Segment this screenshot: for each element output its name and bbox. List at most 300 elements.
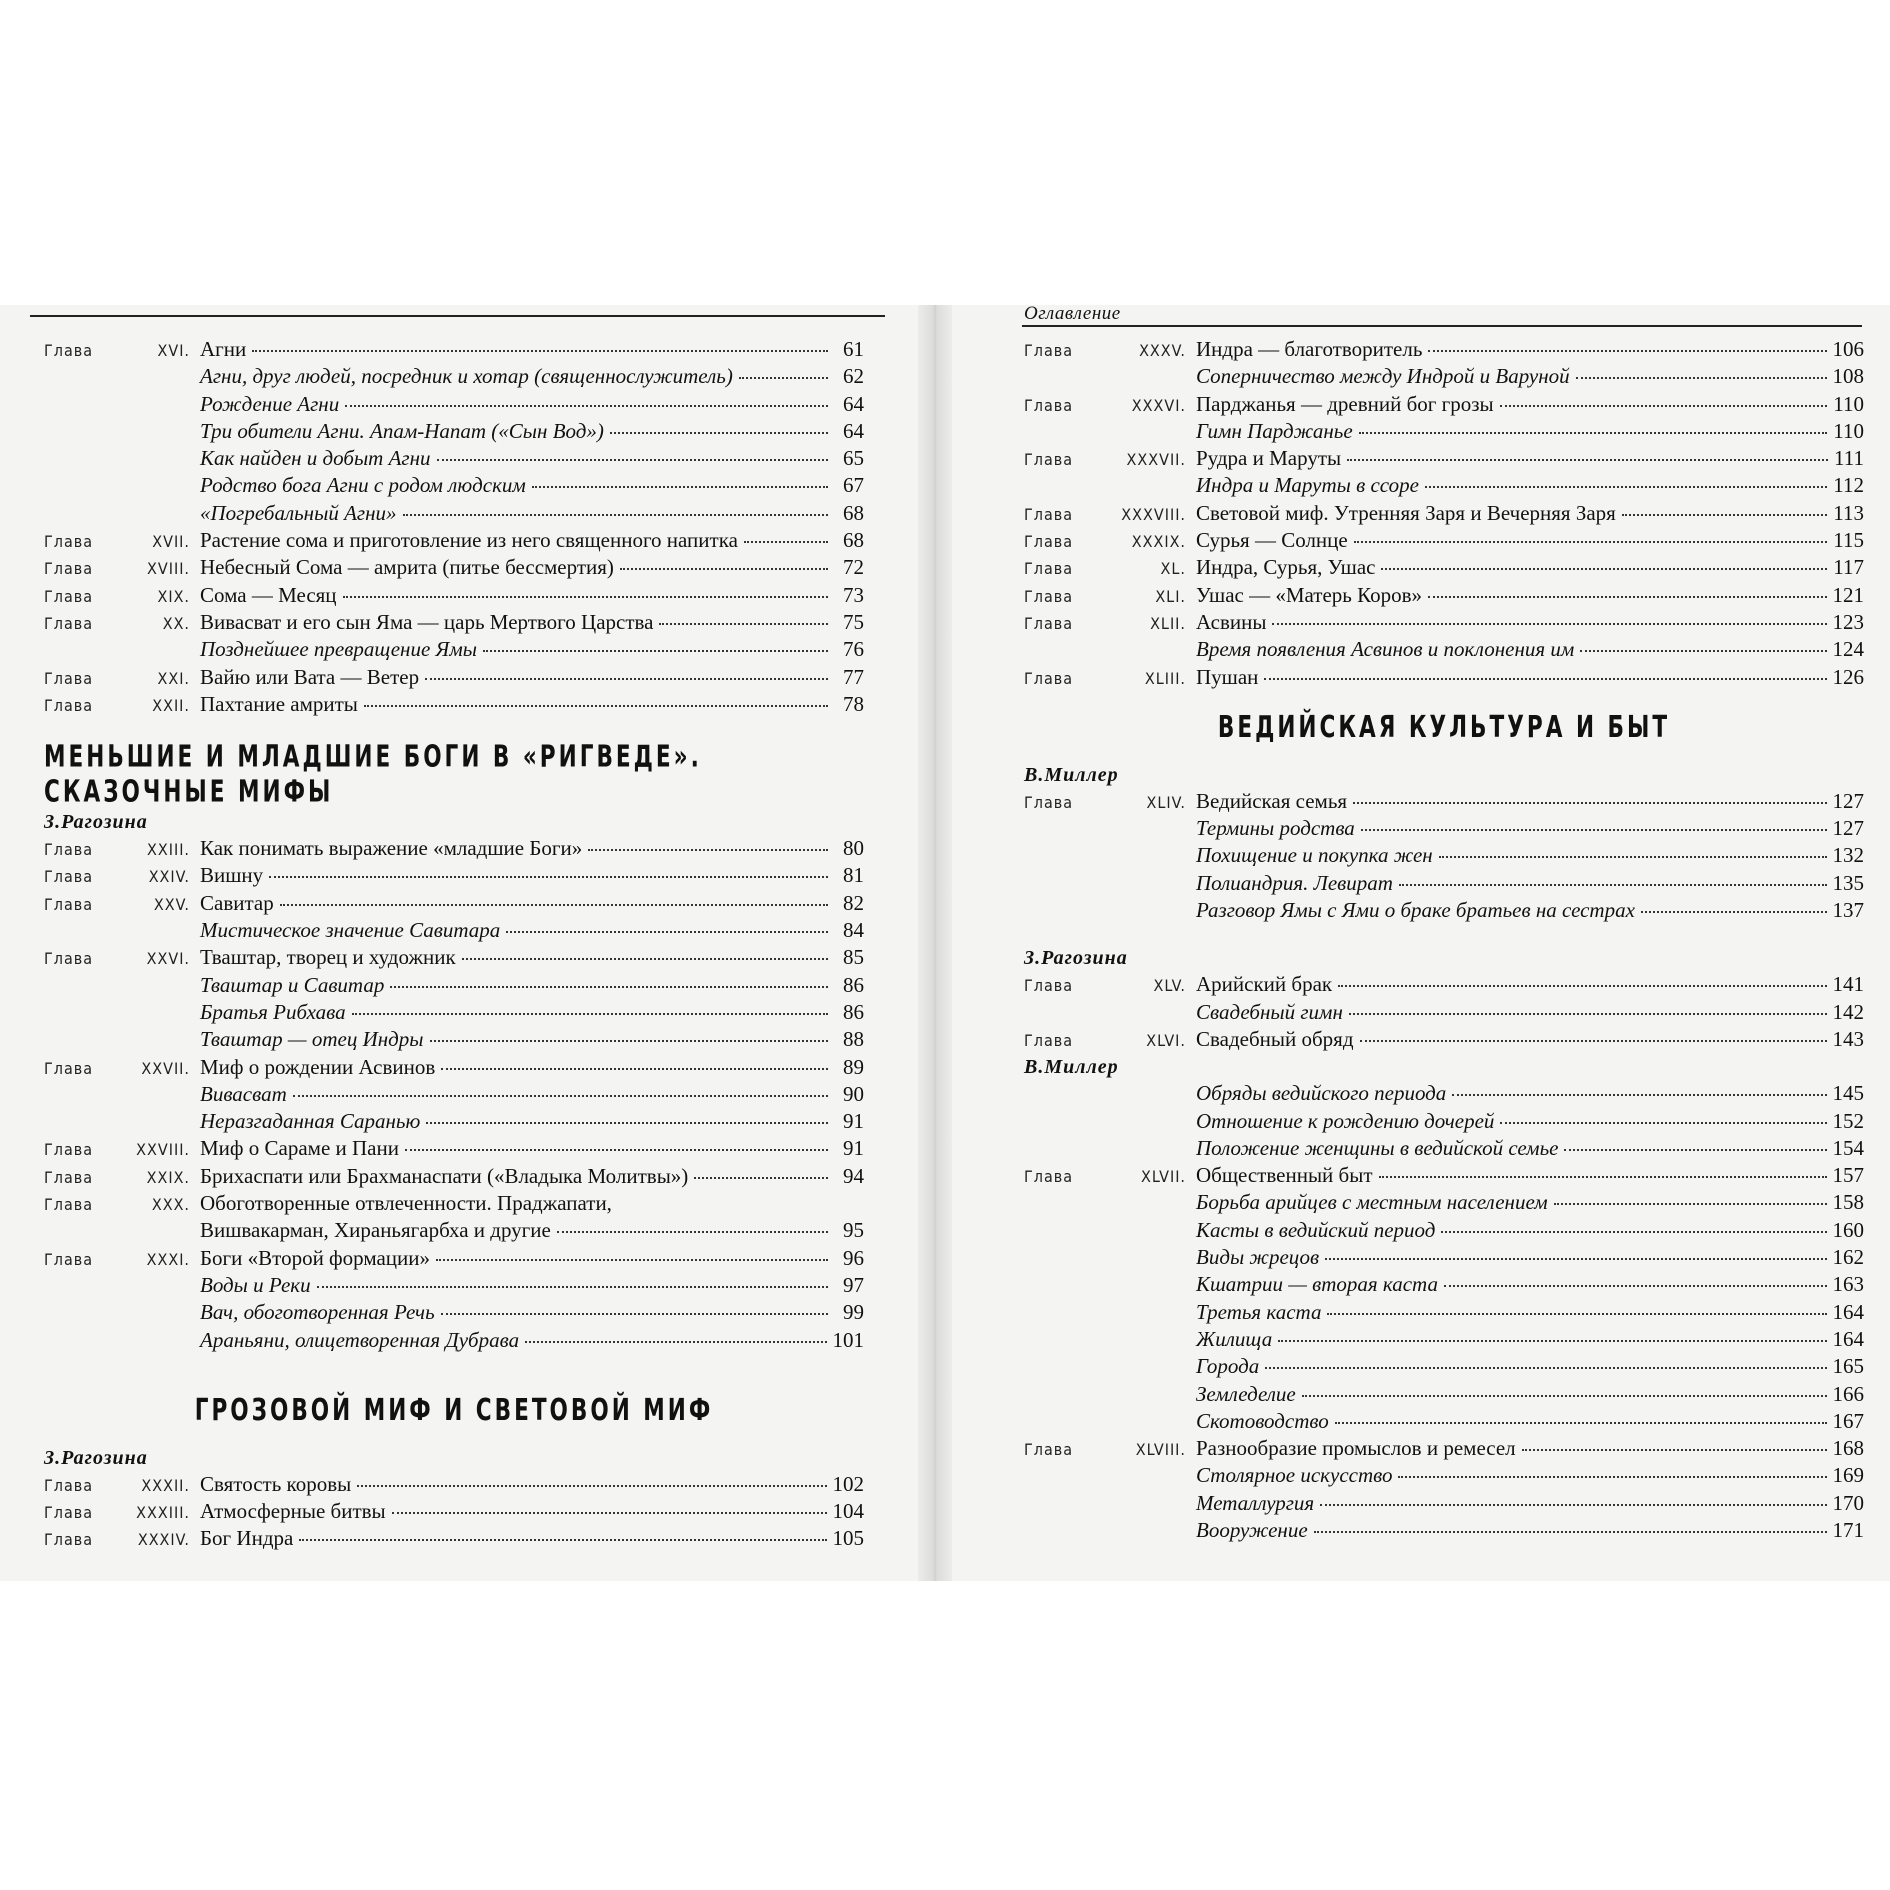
dot-leader — [557, 1231, 828, 1233]
page-number: 85 — [843, 945, 864, 970]
left-page — [0, 305, 918, 1581]
dot-leader — [426, 1122, 828, 1124]
dot-leader — [1522, 1449, 1827, 1451]
page-number: 64 — [843, 391, 864, 416]
chapter-number: XLV. — [1153, 976, 1186, 996]
entry-title: Бог Индра — [200, 1526, 294, 1551]
entry-title: Растение сома и приготовление из него священного напитка — [200, 528, 738, 553]
page-number: 165 — [1832, 1354, 1864, 1379]
entry-title: Индра — благотворитель — [1196, 337, 1423, 361]
dot-leader — [1314, 1531, 1827, 1533]
chapter-label: Глава — [44, 867, 94, 887]
dot-leader — [357, 1485, 826, 1487]
table-of-contents-left — [44, 337, 864, 1554]
dot-leader — [1564, 1149, 1826, 1151]
chapter-row — [44, 1499, 864, 1526]
spacer — [1024, 925, 1864, 945]
dot-leader — [1359, 432, 1828, 434]
page-number: 170 — [1832, 1490, 1864, 1515]
chapter-row — [1024, 528, 1864, 555]
entry-title: Сома — Месяц — [200, 582, 337, 607]
dot-leader — [1347, 459, 1828, 461]
subsection-row — [1024, 816, 1864, 843]
chapter-label: Глава — [1024, 504, 1074, 524]
chapter-number: XXXVIII. — [1121, 504, 1186, 524]
page-number: 95 — [843, 1218, 864, 1243]
dot-leader — [403, 514, 828, 516]
subsection-row — [1024, 1190, 1864, 1217]
author-name: З.Рагозина — [44, 1446, 148, 1469]
dot-leader — [1327, 1313, 1826, 1315]
page-number: 81 — [843, 863, 864, 888]
chapter-row — [44, 555, 864, 582]
page-number: 104 — [832, 1499, 864, 1524]
chapter-label: Глава — [44, 613, 94, 633]
dot-leader — [532, 486, 828, 488]
subsection-row — [1024, 364, 1864, 391]
dot-leader — [659, 623, 828, 625]
chapter-number: XLII. — [1150, 613, 1186, 633]
page-number: 64 — [843, 418, 864, 443]
chapter-row — [44, 1055, 864, 1082]
page-number: 158 — [1832, 1190, 1864, 1215]
chapter-number: XXVIII. — [136, 1140, 190, 1160]
page-number: 88 — [843, 1027, 864, 1052]
entry-title: Тваштар и Савитар — [200, 972, 385, 997]
dot-leader — [1325, 1258, 1826, 1260]
page-number: 168 — [1832, 1436, 1864, 1461]
dot-leader — [1576, 377, 1827, 379]
entry-title: Вайю или Вата — Ветер — [200, 664, 420, 689]
entry-title: Обоготворенные отвлеченности. Праджапати, — [200, 1191, 612, 1216]
dot-leader — [1554, 1203, 1827, 1205]
entry-title: Братья Рибхава — [200, 999, 346, 1024]
chapter-label: Глава — [1024, 395, 1074, 415]
chapter-number: XLIII. — [1144, 668, 1186, 688]
subsection-row — [1024, 1136, 1864, 1163]
entry-title: Агни — [200, 337, 247, 361]
chapter-row — [1024, 583, 1864, 610]
page-number: 145 — [1832, 1081, 1864, 1106]
page-number: 164 — [1832, 1326, 1864, 1351]
entry-title: Ведийская семья — [1196, 788, 1348, 813]
entry-title: Отношение к рождению дочерей — [1196, 1108, 1495, 1133]
chapter-row — [44, 610, 864, 637]
subsection-row — [44, 637, 864, 664]
entry-title: Столярное искусство — [1196, 1463, 1393, 1488]
chapter-row — [44, 665, 864, 692]
page-number: 82 — [843, 890, 864, 915]
entry-title: Жилища — [1196, 1326, 1273, 1351]
dot-leader — [744, 541, 828, 543]
chapter-label: Глава — [1024, 450, 1074, 470]
dot-leader — [317, 1286, 828, 1288]
entry-title: Тваштар, творец и художник — [200, 945, 456, 970]
chapter-row — [44, 836, 864, 863]
chapter-row — [44, 891, 864, 918]
subsection-row — [1024, 637, 1864, 664]
chapter-row — [44, 1164, 864, 1191]
entry-title: Пушан — [1196, 664, 1259, 689]
dot-leader — [1500, 1122, 1826, 1124]
subsection-row — [44, 1328, 864, 1355]
chapter-label: Глава — [44, 949, 94, 969]
page-number: 91 — [843, 1109, 864, 1134]
entry-title: Металлургия — [1196, 1490, 1315, 1515]
chapter-label: Глава — [44, 894, 94, 914]
page-number: 84 — [843, 918, 864, 943]
entry-title: Касты в ведийский период — [1196, 1217, 1436, 1242]
page-number: 102 — [832, 1471, 864, 1496]
page-number: 162 — [1832, 1245, 1864, 1270]
page-number: 76 — [843, 637, 864, 662]
dot-leader — [1425, 486, 1827, 488]
chapter-label: Глава — [1024, 613, 1074, 633]
entry-title: Похищение и покупка жен — [1196, 843, 1433, 868]
author-name: З.Рагозина — [1024, 947, 1128, 970]
page-number: 61 — [843, 337, 864, 361]
entry-title: Мистическое значение Савитара — [200, 918, 501, 943]
entry-title: Третья каста — [1196, 1299, 1322, 1324]
chapter-row — [1024, 501, 1864, 528]
chapter-label: Глава — [44, 1503, 94, 1523]
subsection-row — [1024, 1272, 1864, 1299]
dot-leader — [1379, 1176, 1827, 1178]
page-number: 73 — [843, 582, 864, 607]
chapter-row — [1024, 1163, 1864, 1190]
entry-title: Позднейшее превращение Ямы — [200, 637, 477, 662]
page-number: 167 — [1832, 1408, 1864, 1433]
entry-title: Время появления Асвинов и поклонения им — [1196, 637, 1575, 662]
subsection-row — [44, 1000, 864, 1027]
dot-leader — [1278, 1340, 1826, 1342]
dot-leader — [694, 1177, 828, 1179]
page-number: 97 — [843, 1272, 864, 1297]
chapter-number: XXXIV. — [137, 1530, 190, 1550]
entry-title: Полиандрия. Левират — [1196, 870, 1393, 895]
chapter-label: Глава — [44, 668, 94, 688]
entry-title: Святость коровы — [200, 1471, 352, 1496]
entry-title: Индра и Маруты в ссоре — [1196, 473, 1419, 498]
entry-title: Города — [1196, 1354, 1260, 1379]
subsection-row — [44, 1109, 864, 1136]
page-number: 86 — [843, 972, 864, 997]
chapter-row — [1024, 392, 1864, 419]
entry-title: Обряды ведийского периода — [1196, 1081, 1447, 1106]
page-number: 62 — [843, 364, 864, 389]
subsection-row — [44, 392, 864, 419]
dot-leader — [1361, 829, 1827, 831]
chapter-number: XXII. — [152, 695, 190, 715]
subsection-row — [1024, 1354, 1864, 1381]
page-number: 110 — [1833, 391, 1864, 416]
entry-title: Виды жрецов — [1196, 1245, 1320, 1270]
dot-leader — [269, 876, 828, 878]
entry-title: Боги «Второй формации» — [200, 1245, 431, 1270]
chapter-row — [44, 863, 864, 890]
subsection-row — [1024, 1491, 1864, 1518]
entry-title: Арийский брак — [1196, 972, 1333, 997]
dot-leader — [405, 1149, 828, 1151]
dot-leader — [462, 958, 828, 960]
chapter-row — [1024, 337, 1864, 364]
dot-leader — [1580, 650, 1826, 652]
page-number: 106 — [1832, 337, 1864, 361]
subsection-row — [44, 973, 864, 1000]
chapter-label: Глава — [44, 1195, 94, 1215]
dot-leader — [1264, 678, 1826, 680]
entry-title: Разнообразие промыслов и ремесел — [1196, 1436, 1516, 1461]
subsection-row — [1024, 1081, 1864, 1108]
subsection-row — [1024, 843, 1864, 870]
page-number: 80 — [843, 836, 864, 861]
chapter-label: Глава — [1024, 976, 1074, 996]
page-number: 90 — [843, 1081, 864, 1106]
entry-title: Земледелие — [1196, 1381, 1296, 1406]
dot-leader — [345, 405, 828, 407]
chapter-number: XXV. — [153, 894, 190, 914]
chapter-row — [44, 692, 864, 719]
entry-title: Араньяни, олицетворенная Дубрава — [200, 1327, 520, 1352]
page-number: 115 — [1833, 528, 1864, 553]
page-number: 67 — [843, 473, 864, 498]
subsection-row — [1024, 1245, 1864, 1272]
subsection-row — [1024, 1218, 1864, 1245]
subsection-row — [1024, 1300, 1864, 1327]
dot-leader — [1428, 350, 1826, 352]
chapter-number: XVIII. — [147, 559, 190, 579]
subsection-row — [44, 446, 864, 473]
dot-leader — [1444, 1285, 1827, 1287]
dot-leader — [441, 1068, 828, 1070]
chapter-row — [44, 1191, 864, 1218]
dot-leader — [1399, 884, 1827, 886]
chapter-row — [1024, 446, 1864, 473]
running-head: Оглавление — [1024, 303, 1121, 324]
entry-title: Три обители Агни. Апам-Напат («Сын Вод») — [200, 418, 604, 443]
dot-leader — [1641, 911, 1827, 913]
chapter-row — [44, 1472, 864, 1499]
chapter-row — [1024, 972, 1864, 999]
page-number: 143 — [1832, 1026, 1864, 1051]
entry-title: Индра, Сурья, Ушас — [1196, 555, 1376, 580]
chapter-label: Глава — [44, 1167, 94, 1187]
dot-leader — [1265, 1367, 1826, 1369]
page-number: 169 — [1832, 1463, 1864, 1488]
page-number: 166 — [1832, 1381, 1864, 1406]
dot-leader — [1441, 1231, 1826, 1233]
chapter-row — [44, 583, 864, 610]
author-name: З.Рагозина — [44, 811, 148, 834]
chapter-label: Глава — [44, 695, 94, 715]
subsection-row — [44, 473, 864, 500]
chapter-label: Глава — [1024, 668, 1074, 688]
entry-title: Общественный быт — [1196, 1163, 1373, 1188]
entry-title: Свадебный гимн — [1196, 999, 1343, 1024]
subsection-row — [1024, 1327, 1864, 1354]
page-number: 123 — [1832, 609, 1864, 634]
entry-title: Вишвакарман, Хираньягарбха и другие — [200, 1218, 551, 1243]
page-number: 137 — [1832, 898, 1864, 923]
page-number: 171 — [1832, 1517, 1864, 1542]
chapter-number: XLI. — [1155, 586, 1186, 606]
page-number: 142 — [1832, 999, 1864, 1024]
page-number: 99 — [843, 1300, 864, 1325]
entry-title: «Погребальный Агни» — [200, 500, 397, 525]
subsection-row — [44, 364, 864, 391]
entry-title: Сурья — Солнце — [1196, 528, 1348, 553]
dot-leader — [1439, 856, 1827, 858]
chapter-number: XXIX. — [146, 1167, 190, 1187]
chapter-row — [44, 945, 864, 972]
page-number: 86 — [843, 999, 864, 1024]
page-number: 132 — [1832, 843, 1864, 868]
dot-leader — [299, 1539, 826, 1541]
dot-leader — [1320, 1504, 1826, 1506]
page-number: 163 — [1832, 1272, 1864, 1297]
subsection-row — [1024, 1382, 1864, 1409]
dot-leader — [352, 1013, 828, 1015]
right-page — [952, 305, 1890, 1581]
entry-title: Вишну — [200, 863, 264, 888]
section-heading: МЕНЬШИЕ И МЛАДШИЕ БОГИ В «РИГВЕДЕ». СКАЗОЧНЫЕ МИФЫ — [44, 739, 702, 810]
dot-leader — [343, 596, 828, 598]
entry-title: Свадебный обряд — [1196, 1026, 1354, 1051]
page-number: 89 — [843, 1054, 864, 1079]
entry-title: Миф о Сараме и Пани — [200, 1136, 399, 1161]
page-number: 68 — [843, 528, 864, 553]
subsection-row — [1024, 898, 1864, 925]
chapter-label: Глава — [1024, 792, 1074, 812]
entry-title: Как найден и добыт Агни — [200, 446, 431, 471]
open-book — [0, 305, 1890, 1581]
chapter-row — [1024, 789, 1864, 816]
entry-title: Атмосферные битвы — [200, 1499, 386, 1524]
entry-title: Рудра и Маруты — [1196, 446, 1342, 471]
chapter-number: XIX. — [157, 586, 190, 606]
dot-leader — [1622, 514, 1827, 516]
chapter-label: Глава — [1024, 1440, 1074, 1460]
entry-title: Брихаспати или Брахманаспати («Владыка Молитвы») — [200, 1163, 689, 1188]
chapter-row — [44, 1246, 864, 1273]
chapter-row — [44, 528, 864, 555]
subsection-row — [44, 1027, 864, 1054]
dot-leader — [441, 1313, 828, 1315]
dot-leader — [280, 904, 828, 906]
entry-title: Кшатрии — вторая каста — [1196, 1272, 1438, 1297]
entry-title: Небесный Сома — амрита (питье бессмертия) — [200, 555, 614, 580]
chapter-label: Глава — [1024, 1030, 1074, 1050]
chapter-number: XVII. — [152, 532, 190, 552]
dot-leader — [430, 1040, 828, 1042]
page-number: 113 — [1833, 500, 1864, 525]
chapter-row — [1024, 1027, 1864, 1054]
chapter-row — [44, 1136, 864, 1163]
page-number: 111 — [1834, 446, 1864, 471]
subsection-row — [44, 1082, 864, 1109]
chapter-number: XXXVII. — [1126, 450, 1186, 470]
dot-leader — [1353, 802, 1826, 804]
chapter-label: Глава — [44, 1530, 94, 1550]
dot-leader — [392, 1512, 827, 1514]
dot-leader — [1452, 1094, 1826, 1096]
dot-leader — [436, 1259, 828, 1261]
entry-title: Рождение Агни — [200, 391, 340, 416]
dot-leader — [1335, 1422, 1827, 1424]
chapter-label: Глава — [44, 1058, 94, 1078]
header-rule — [1022, 325, 1862, 327]
dot-leader — [506, 931, 828, 933]
subsection-row — [44, 419, 864, 446]
chapter-number: XXVI. — [146, 949, 190, 969]
page-number: 110 — [1833, 418, 1864, 443]
page-number: 157 — [1832, 1163, 1864, 1188]
subsection-row — [1024, 473, 1864, 500]
page-number: 112 — [1833, 473, 1864, 498]
page-number: 124 — [1832, 637, 1864, 662]
chapter-label: Глава — [44, 586, 94, 606]
section-heading: ВЕДИЙСКАЯ КУЛЬТУРА И БЫТ — [1217, 709, 1671, 745]
chapter-number: XLVI. — [1146, 1030, 1186, 1050]
subsection-row — [1024, 871, 1864, 898]
chapter-number: XLVIII. — [1135, 1440, 1186, 1460]
entry-title: Вач, обоготворенная Речь — [200, 1300, 435, 1325]
entry-title: Термины родства — [1196, 816, 1355, 841]
entry-title: Пахтание амриты — [200, 691, 358, 716]
entry-title: Борьба арийцев с местным населением — [1196, 1190, 1548, 1215]
entry-title: Миф о рождении Асвинов — [200, 1054, 436, 1079]
chapter-number: XXXV. — [1139, 341, 1186, 360]
chapter-label: Глава — [44, 341, 94, 360]
page-number: 105 — [832, 1526, 864, 1551]
page-number: 127 — [1832, 788, 1864, 813]
page-number: 135 — [1832, 870, 1864, 895]
chapter-label: Глава — [1024, 532, 1074, 552]
chapter-label: Глава — [44, 559, 94, 579]
dot-leader — [437, 459, 828, 461]
dot-leader — [1302, 1395, 1827, 1397]
author-name: В.Миллер — [1024, 1056, 1119, 1079]
page-number: 126 — [1832, 664, 1864, 689]
entry-title: Родство бога Агни с родом людским — [200, 473, 526, 498]
chapter-number: XXXII. — [141, 1475, 190, 1495]
page-number: 65 — [843, 446, 864, 471]
entry-title: Парджанья — древний бог грозы — [1196, 391, 1494, 416]
page-number: 94 — [843, 1163, 864, 1188]
entry-title: Савитар — [200, 890, 274, 915]
chapter-label: Глава — [44, 840, 94, 860]
dot-leader — [390, 986, 828, 988]
subsection-row — [44, 918, 864, 945]
chapter-row — [1024, 555, 1864, 582]
dot-leader — [739, 377, 828, 379]
subsection-row — [44, 1300, 864, 1327]
author-name: В.Миллер — [1024, 763, 1119, 786]
chapter-number: XXXI. — [146, 1249, 190, 1269]
dot-leader — [1500, 405, 1828, 407]
chapter-row — [1024, 1436, 1864, 1463]
dot-leader — [588, 849, 828, 851]
chapter-number: XLIV. — [1146, 792, 1186, 812]
chapter-label: Глава — [44, 532, 94, 552]
page-number: 96 — [843, 1245, 864, 1270]
subsection-row — [44, 1273, 864, 1300]
entry-title: Скотоводство — [1196, 1408, 1329, 1433]
chapter-row — [44, 1526, 864, 1553]
dot-leader — [1428, 596, 1827, 598]
page-number: 68 — [843, 500, 864, 525]
dot-leader — [620, 568, 828, 570]
